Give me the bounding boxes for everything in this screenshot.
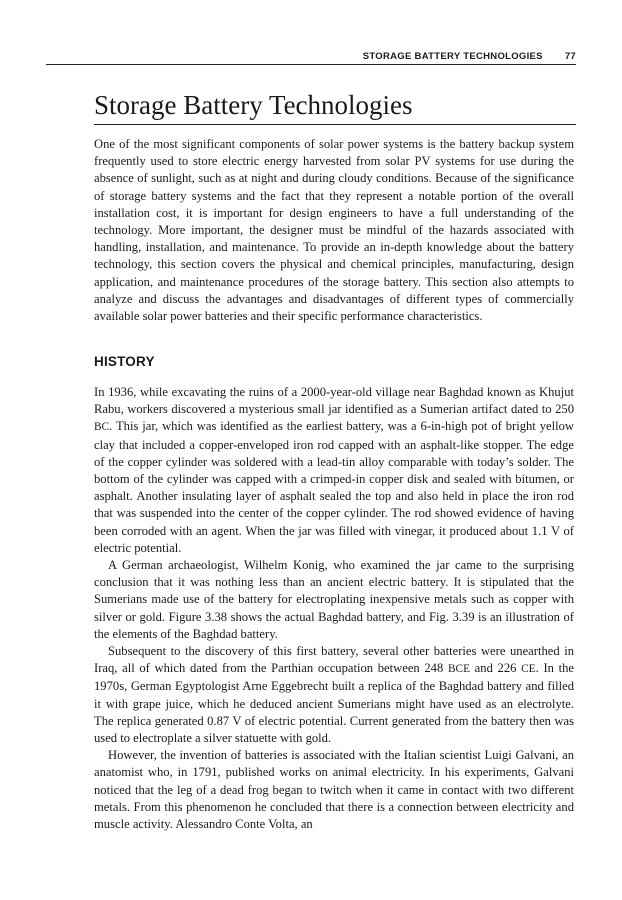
era-abbreviation: BC bbox=[94, 421, 110, 434]
history-paragraph-2: A German archaeologist, Wilhelm Konig, who examined the jar came to the surprising conclusion that it was nothing less than an ancient electric battery. It is stipulated that the Sumerians made use of the battery for electroplating inexpensive metals such as copper with silver or gold. Figure 3.38 shows the actual Baghdad battery, and Fig. 3.39 is an illustration of the elements of the Baghdad battery. bbox=[94, 558, 574, 641]
history-p1-text-b: . This jar, which was identified as the earliest battery, was a 6-in-high pot of bright yellow clay that included a copper-enveloped iron rod capped with an asphalt-like stopper. The edge of the copper cylinder was soldered with a lead-tin alloy comparable with today’s solder. The bottom of the cylinder was capped with a crimped-in copper disk and sealed with bitumen, or asphalt. Another insulating layer of asphalt sealed the top and also held in place the iron rod that was suspended into the center of the copper cylinder. The rod showed evidence of having been corroded with an agent. When the jar was filled with vinegar, it produced about 1.1 V of electric potential. bbox=[94, 419, 574, 555]
running-header bbox=[46, 44, 576, 65]
history-section bbox=[94, 384, 574, 833]
history-p3-text-a: Subsequent to the discovery of this first battery, several other batteries were unearthed in Iraq, all of which dated from the Parthian occupation between 248 bbox=[94, 644, 574, 676]
intro-paragraph: One of the most significant components of solar power systems is the battery backup system frequently used to store electric energy harvested from solar PV systems for use during the absence of sunlight, such as at night and during cloudy conditions. Because of the significance of storage battery systems and the fact that they represent a notable portion of the overall installation cost, it is important for design engineers to have a full understanding of the technology. More important, the designer must be mindful of the hazards associated with handling, installation, and maintenance. To provide an in-depth knowledge about the battery technology, this section covers the physical and chemical principles, manufacturing, design application, and maintenance procedures of the storage battery. This section also attempts to analyze and discuss the advantages and disadvantages of different types of commercially available solar power batteries and their specific performance characteristics. bbox=[94, 137, 574, 324]
history-p1-text-a: In 1936, while excavating the ruins of a 2000-year-old village near Baghdad known as Khujut Rabu, workers discovered a mysterious small jar identified as a Sumerian artifact dated to 250 bbox=[94, 385, 574, 417]
running-title: STORAGE BATTERY TECHNOLOGIES bbox=[362, 51, 543, 62]
history-p3-text-c: . In the 1970s, German Egyptologist Arne Eggebrecht built a replica of the Baghdad battery and filled it with grape juice, which he deduced ancient Sumerians might have used as an electrolyte. The replica generated 0.87 V of electric potential. Current generated from the battery then was used to electroplate a silver statuette with gold. bbox=[94, 661, 574, 746]
history-paragraph-1 bbox=[94, 384, 574, 557]
era-abbreviation: BCE bbox=[447, 663, 470, 676]
history-p3-text-b: and 226 bbox=[470, 661, 522, 676]
page-title: Storage Battery Technologies bbox=[94, 88, 576, 125]
page-number: 77 bbox=[564, 51, 576, 62]
history-paragraph-3 bbox=[94, 643, 574, 747]
section-heading-history: HISTORY bbox=[94, 354, 155, 369]
era-abbreviation: CE bbox=[521, 663, 536, 676]
history-paragraph-4: However, the invention of batteries is associated with the Italian scientist Luigi Galvani, an anatomist who, in 1791, published works on animal electricity. In his experiments, Galvani noticed that the leg of a dead frog began to twitch when it came in contact with two different metals. From this phenomenon he concluded that there is a connection between electricity and muscle activity. Alessandro Conte Volta, an bbox=[94, 748, 574, 832]
